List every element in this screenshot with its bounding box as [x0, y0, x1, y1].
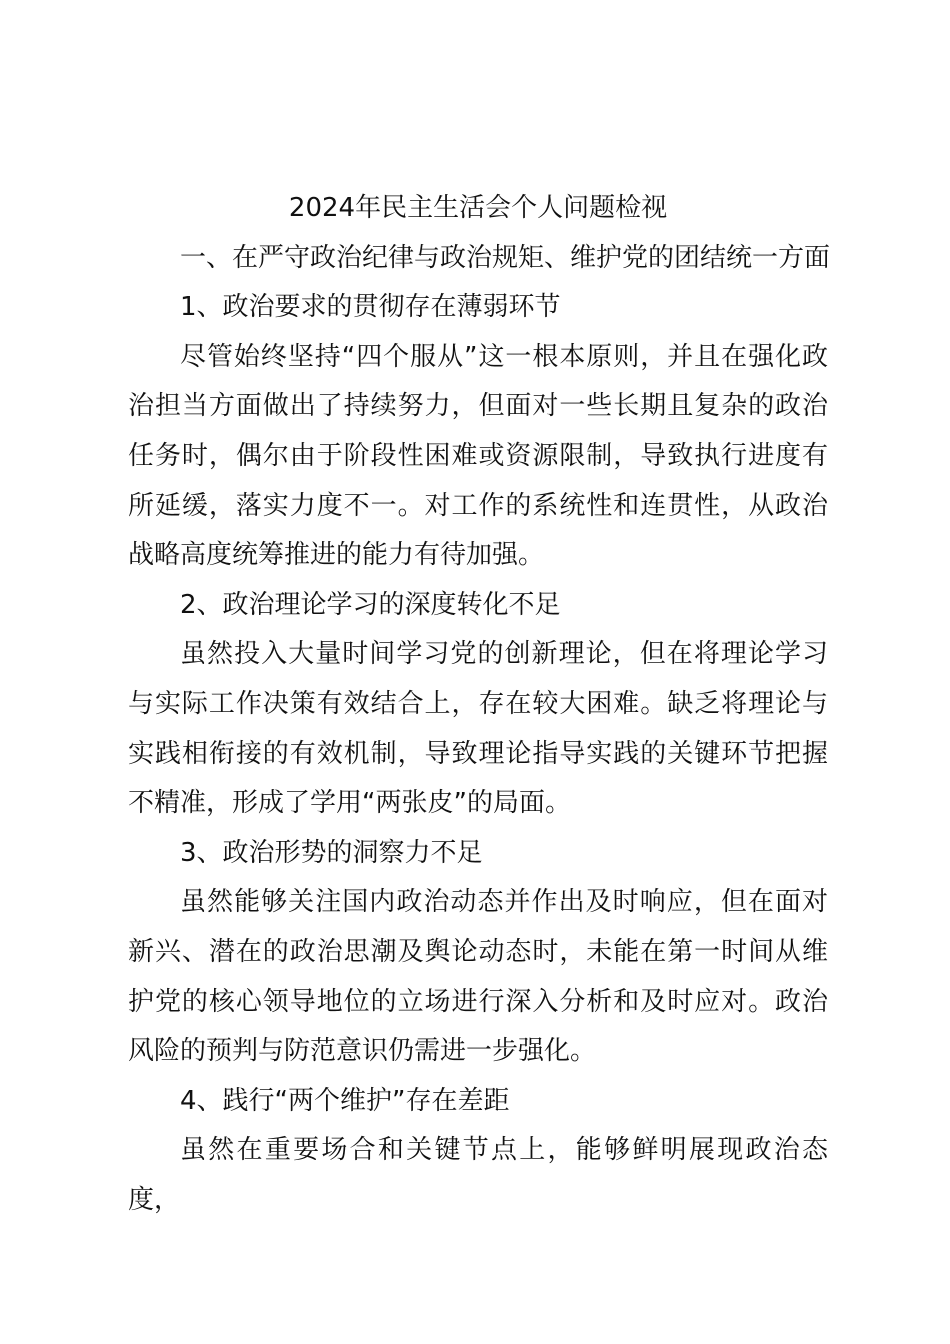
- document-body: [128, 184, 831, 1225]
- item-2-heading: 2、政治理论学习的深度转化不足: [180, 589, 561, 620]
- document-title: 2024年民主生活会个人问题检视: [288, 193, 668, 223]
- item-4-paragraph: 虽然在重要场合和关键节点上，能够鲜明展现政治态度，: [128, 1135, 828, 1215]
- item-4-heading: 4、践行“两个维护”存在差距: [180, 1085, 510, 1116]
- item-1-heading: 1、政治要求的贯彻存在薄弱环节: [180, 292, 561, 323]
- item-3-heading: 3、政治形势的洞察力不足: [180, 837, 483, 868]
- item-2-paragraph: 虽然投入大量时间学习党的创新理论，但在将理论学习与实际工作决策有效结合上，存在较大困难。缺乏将理论与实践相衔接的有效机制，导致理论指导实践的关键环节把握不精准，形成了学用“两张皮”的局面。: [128, 639, 828, 819]
- section-heading: 一、在严守政治纪律与政治规矩、维护党的团结统一方面: [180, 242, 831, 273]
- item-3-paragraph: 虽然能够关注国内政治动态并作出及时响应，但在面对新兴、潜在的政治思潮及舆论动态时，未能在第一时间从维护党的核心领导地位的立场进行深入分析和及时应对。政治风险的预判与防范意识仍需进一步强化。: [128, 887, 828, 1067]
- item-1-paragraph: 尽管始终坚持“四个服从”这一根本原则，并且在强化政治担当方面做出了持续努力，但面对一些长期且复杂的政治任务时，偶尔由于阶段性困难或资源限制，导致执行进度有所延缓，落实力度不一。对工作的系统性和连贯性，从政治战略高度统筹推进的能力有待加强。: [128, 341, 828, 571]
